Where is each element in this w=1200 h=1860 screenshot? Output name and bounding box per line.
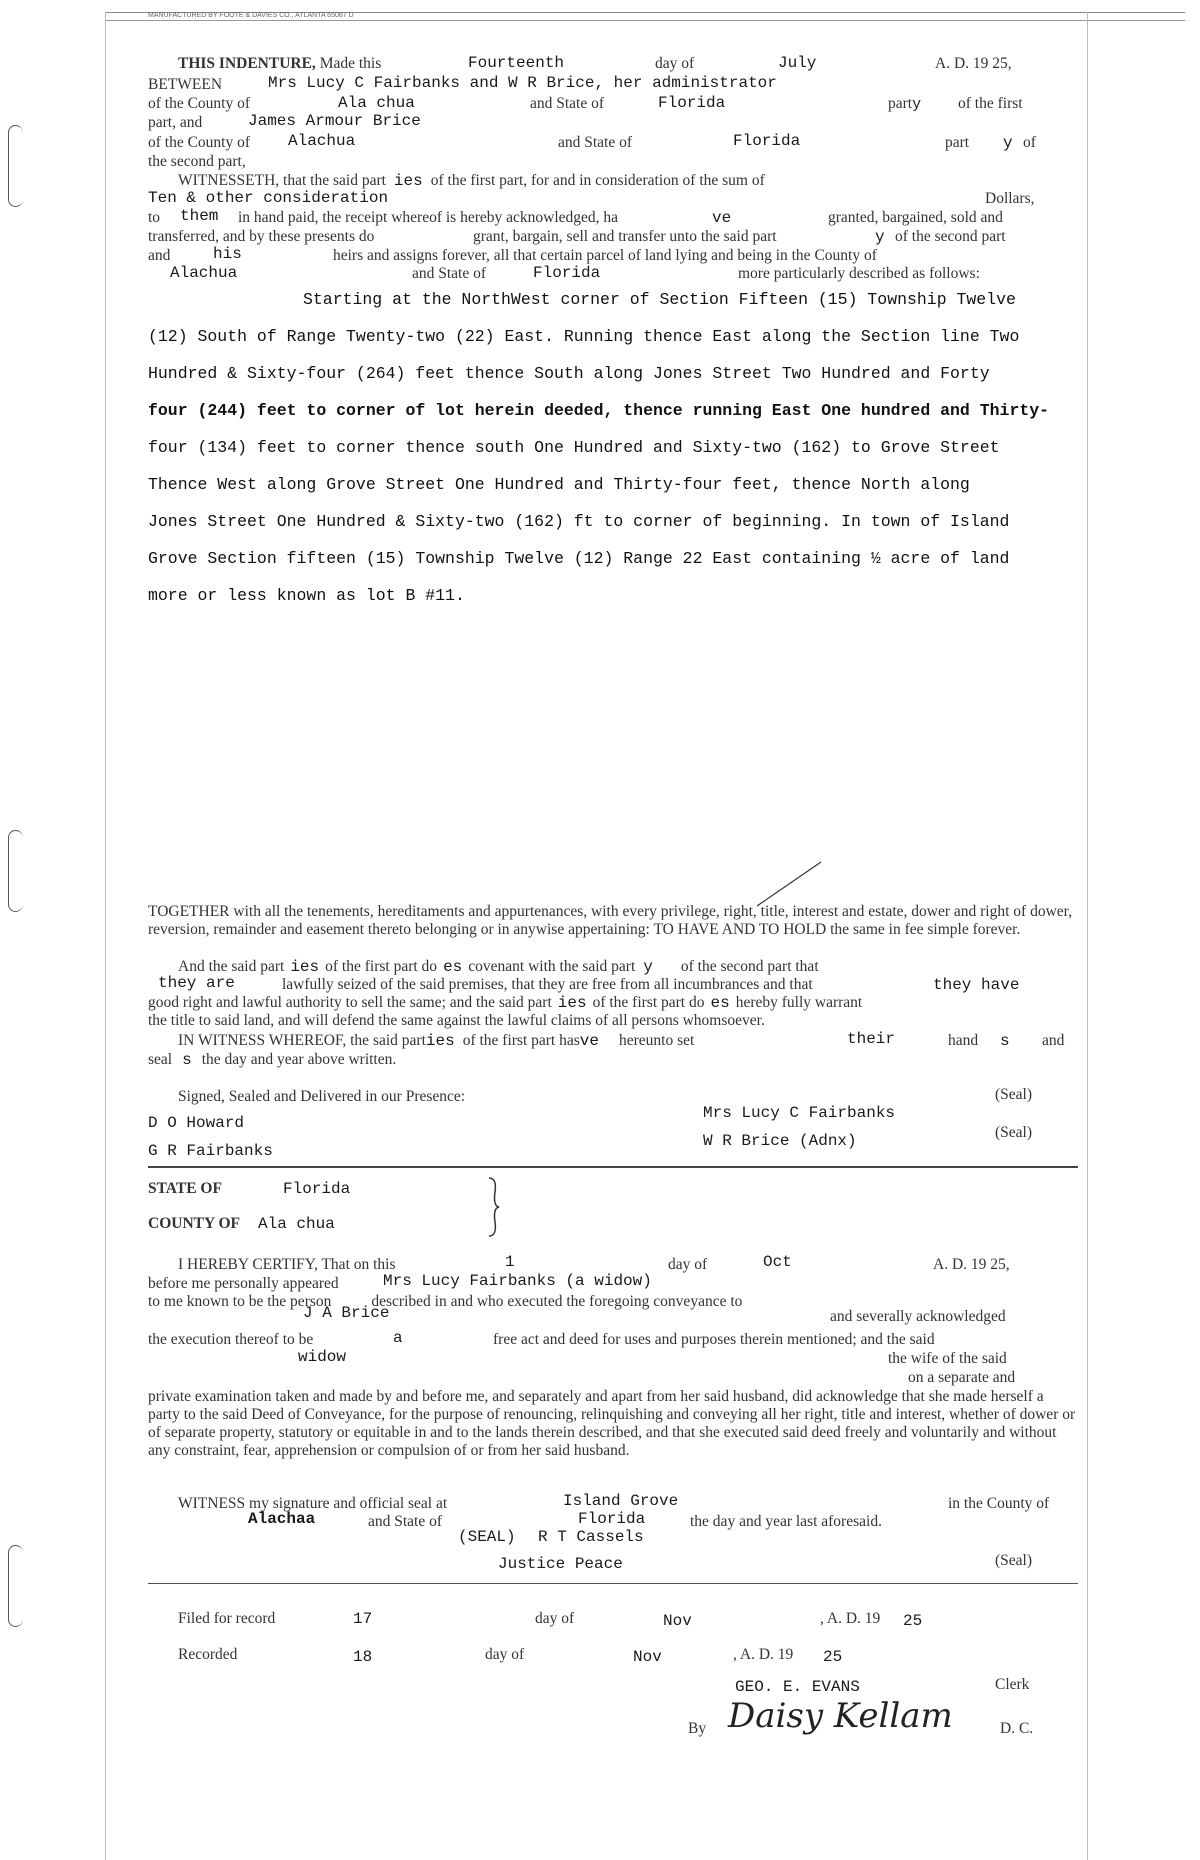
seal-label-1: (Seal) bbox=[995, 1086, 1033, 1103]
part-label: part bbox=[945, 134, 970, 151]
and-label: and bbox=[148, 247, 171, 264]
binder-bracket bbox=[8, 830, 23, 912]
appeared-person: Mrs Lucy Fairbanks (a widow) bbox=[383, 1272, 652, 1290]
description-line-3: Hundred & Sixty-four (264) feet thence South along Jones Street Two Hundred and Forty bbox=[148, 364, 990, 383]
first-party-state: Florida bbox=[658, 94, 726, 112]
description-line-5: four (134) feet to corner thence south One Hundred and Sixty-two (162) to Grove Street bbox=[148, 438, 1000, 457]
indenture-heading: THIS INDENTURE, Made this bbox=[178, 55, 382, 72]
consideration-value: Ten & other consideration bbox=[148, 189, 389, 207]
ack-day-value: 1 bbox=[505, 1253, 515, 1271]
ack-year-label: A. D. 19 25, bbox=[933, 1256, 1010, 1273]
county-of-label: of the County of bbox=[148, 95, 251, 112]
right-authority-line: good right and lawful authority to sell the same; and the said part ies of the first part do es hereby fully warrant bbox=[148, 994, 863, 1012]
part-suffix: y bbox=[1003, 134, 1013, 152]
hand-s-suffix: s bbox=[1000, 1032, 1010, 1050]
execution-label: the execution thereof to be bbox=[148, 1331, 314, 1348]
ack-month-value: Oct bbox=[763, 1253, 792, 1271]
ack-county-value: Ala chua bbox=[258, 1215, 335, 1233]
hand-label: hand bbox=[948, 1032, 979, 1049]
left-margin-line bbox=[105, 12, 106, 1860]
seal-mark: (SEAL) bbox=[458, 1528, 516, 1546]
part-and-label: part, and bbox=[148, 114, 203, 131]
ack-county-value-2: Alachaa bbox=[248, 1510, 316, 1528]
their-value: their bbox=[847, 1030, 896, 1048]
covenant-line: And the said part ies of the first part do es covenant with the said part y of the second part that bbox=[178, 958, 819, 976]
second-part-label: the second part, bbox=[148, 153, 246, 170]
recorded-label: Recorded bbox=[178, 1646, 238, 1663]
seal-line: seal s the day and year above written. bbox=[148, 1051, 397, 1069]
second-party-county: Alachua bbox=[288, 132, 356, 150]
witness-name-1: D O Howard bbox=[148, 1114, 245, 1132]
ack-day-of-label: day of bbox=[668, 1256, 708, 1273]
examination-paragraph: private examination taken and made by and before me, and separately and apart from her said husband, did acknowledge that she made herself a party to the said Deed of Conveyance, for the purpose of renouncing, relinquishing and conveying all her right, title and interest, whether of dower or of separate property, statutory or equitable in and to the lands therein described, and that she executed said deed freely and voluntarily and without any constraint, fear, apprehension or compulsion of or from her said husband. bbox=[148, 1388, 1076, 1459]
of-label: of bbox=[1023, 134, 1036, 151]
description-line-6: Thence West along Grove Street One Hundred and Thirty-four feet, thence North along bbox=[148, 475, 970, 494]
wife-label: the wife of the said bbox=[888, 1350, 1007, 1367]
witnesseth-text: WITNESSETH, that the said part ies of the first part, for and in consideration of the sum of bbox=[178, 172, 765, 190]
in-county-label: in the County of bbox=[948, 1495, 1050, 1512]
they-are-value: they are bbox=[158, 974, 235, 992]
between-label: BETWEEN bbox=[148, 76, 223, 93]
recorded-ad: , A. D. 19 bbox=[733, 1646, 794, 1663]
top-border-line-2 bbox=[105, 20, 1185, 21]
separate-label: on a separate and bbox=[908, 1369, 1016, 1386]
grant-text: grant, bargain, sell and transfer unto the said part bbox=[473, 228, 777, 245]
second-part-text: of the second part bbox=[895, 228, 1006, 245]
land-state-value: Florida bbox=[533, 264, 601, 282]
binder-bracket bbox=[8, 125, 23, 207]
second-party-state: Florida bbox=[733, 132, 801, 150]
recorded-month: Nov bbox=[633, 1648, 662, 1666]
clerk-label: Clerk bbox=[995, 1676, 1030, 1693]
they-have-value: they have bbox=[933, 976, 1020, 994]
seized-text: lawfully seized of the said premises, that they are free from all incumbrances and that bbox=[282, 976, 813, 993]
acknowledged-label: and severally acknowledged bbox=[830, 1308, 1006, 1325]
clerk-name: GEO. E. EVANS bbox=[735, 1678, 860, 1696]
year-label: A. D. 19 25, bbox=[935, 55, 1012, 72]
grantor-signature-2: W R Brice (Adnx) bbox=[703, 1132, 857, 1150]
county-of-heading: COUNTY OF bbox=[148, 1215, 240, 1232]
justice-title: Justice Peace bbox=[498, 1555, 623, 1573]
binder-bracket bbox=[8, 1545, 23, 1627]
day-of-label: day of bbox=[655, 55, 695, 72]
certify-label: I HEREBY CERTIFY, That on this bbox=[178, 1256, 396, 1273]
filed-month: Nov bbox=[663, 1612, 692, 1630]
ack-state-value: Florida bbox=[283, 1180, 351, 1198]
witness-seal-label: WITNESS my signature and official seal at bbox=[178, 1495, 448, 1512]
witness-whereof-line: IN WITNESS WHEREOF, the said parties of the first part hasve hereunto set bbox=[178, 1032, 695, 1050]
transferred-text: transferred, and by these presents do bbox=[148, 228, 375, 245]
ack-place-value: Island Grove bbox=[563, 1492, 679, 1510]
second-party-name: James Armour Brice bbox=[248, 112, 421, 130]
grantee-abbrev: J A Brice bbox=[303, 1304, 390, 1322]
brace-icon bbox=[485, 1176, 505, 1238]
day-value: Fourteenth bbox=[468, 54, 565, 72]
description-line-8: Grove Section fifteen (15) Township Twelve (12) Range 22 East containing ½ acre of land bbox=[148, 549, 1010, 568]
description-line-4: four (244) feet to corner of lot herein deeded, thence running East One hundred and Thirty- bbox=[148, 401, 1050, 420]
filed-day-of: day of bbox=[535, 1610, 575, 1627]
of-the-first-label: of the first bbox=[958, 95, 1023, 112]
known-label: to me known to be the person described in and who executed the foregoing conveyance to bbox=[148, 1293, 743, 1310]
ack-state-value-2: Florida bbox=[578, 1510, 646, 1528]
filed-day: 17 bbox=[353, 1610, 373, 1628]
first-party-county: Ala chua bbox=[338, 94, 415, 112]
description-line-9: more or less known as lot B #11. bbox=[148, 586, 465, 605]
record-divider bbox=[148, 1583, 1078, 1584]
month-value: July bbox=[778, 54, 817, 72]
section-divider bbox=[148, 1166, 1078, 1168]
state-of-label-4: and State of bbox=[368, 1513, 443, 1530]
to-whom-value: them bbox=[180, 207, 219, 225]
part-y-suffix: y bbox=[875, 228, 885, 246]
granted-text: granted, bargained, sold and bbox=[828, 209, 1003, 226]
county-of-label-2: of the County of bbox=[148, 134, 251, 151]
free-act-label: free act and deed for uses and purposes therein mentioned; and the said bbox=[493, 1331, 935, 1348]
widow-value: widow bbox=[298, 1348, 347, 1366]
manufacturer-line: MANUFACTURED BY FOOTE & DAVIES CO., ATLANTA 65087 D bbox=[148, 12, 354, 19]
filed-ad: , A. D. 19 bbox=[820, 1610, 881, 1627]
witness-name-2: G R Fairbanks bbox=[148, 1142, 273, 1160]
appeared-label: before me personally appeared bbox=[148, 1275, 339, 1292]
his-value: his bbox=[213, 245, 242, 263]
dc-label: D. C. bbox=[1000, 1720, 1034, 1737]
recorded-day: 18 bbox=[353, 1648, 373, 1666]
state-of-label-3: and State of bbox=[412, 265, 487, 282]
receipt-text: in hand paid, the receipt whereof is hereby acknowledged, ha bbox=[238, 209, 619, 226]
have-suffix: ve bbox=[712, 209, 732, 227]
state-of-heading: STATE OF bbox=[148, 1180, 222, 1197]
state-of-label-2: and State of bbox=[558, 134, 633, 151]
description-line-2: (12) South of Range Twenty-two (22) East. Running thence East along the Section line Two bbox=[148, 327, 1020, 346]
a-value: a bbox=[393, 1329, 403, 1347]
day-year-label: the day and year last aforesaid. bbox=[690, 1513, 882, 1530]
filed-label: Filed for record bbox=[178, 1610, 276, 1627]
by-label: By bbox=[688, 1720, 707, 1737]
filed-year: 25 bbox=[903, 1612, 923, 1630]
first-party-names: Mrs Lucy C Fairbanks and W R Brice, her administrator bbox=[268, 74, 777, 92]
heirs-text: heirs and assigns forever, all that certain parcel of land lying and being in the County of bbox=[333, 247, 877, 264]
description-line-1: Starting at the NorthWest corner of Section Fifteen (15) Township Twelve bbox=[303, 290, 1016, 309]
recorded-year: 25 bbox=[823, 1648, 843, 1666]
together-paragraph: TOGETHER with all the tenements, hereditaments and appurtenances, with every privilege, right, title, interest and estate, dower and right of dower, reversion, remainder and easement thereto belonging or in anywise appertaining: TO HAVE AND TO HOLD the same in fee simple forever. bbox=[148, 903, 1073, 938]
description-line-7: Jones Street One Hundred & Sixty-two (162) ft to corner of beginning. In town of Island bbox=[148, 512, 1010, 531]
justice-name: R T Cassels bbox=[538, 1528, 644, 1546]
party-label: party bbox=[888, 95, 922, 113]
described-text: more particularly described as follows: bbox=[738, 265, 980, 282]
seal-label-2: (Seal) bbox=[995, 1124, 1033, 1141]
and-label-2: and bbox=[1042, 1032, 1065, 1049]
grantor-signature-1: Mrs Lucy C Fairbanks bbox=[703, 1104, 896, 1122]
recorded-day-of: day of bbox=[485, 1646, 525, 1663]
deputy-clerk-signature: Daisy Kellam bbox=[728, 1696, 953, 1736]
dollars-label: Dollars, bbox=[985, 190, 1035, 207]
signed-sealed-label: Signed, Sealed and Delivered in our Presence: bbox=[178, 1088, 466, 1105]
land-county-value: Alachua bbox=[170, 264, 238, 282]
to-label: to bbox=[148, 209, 161, 226]
seal-label-3: (Seal) bbox=[995, 1552, 1033, 1569]
title-defense-line: the title to said land, and will defend the same against the lawful claims of all persons whomsoever. bbox=[148, 1012, 765, 1029]
state-of-label: and State of bbox=[530, 95, 605, 112]
